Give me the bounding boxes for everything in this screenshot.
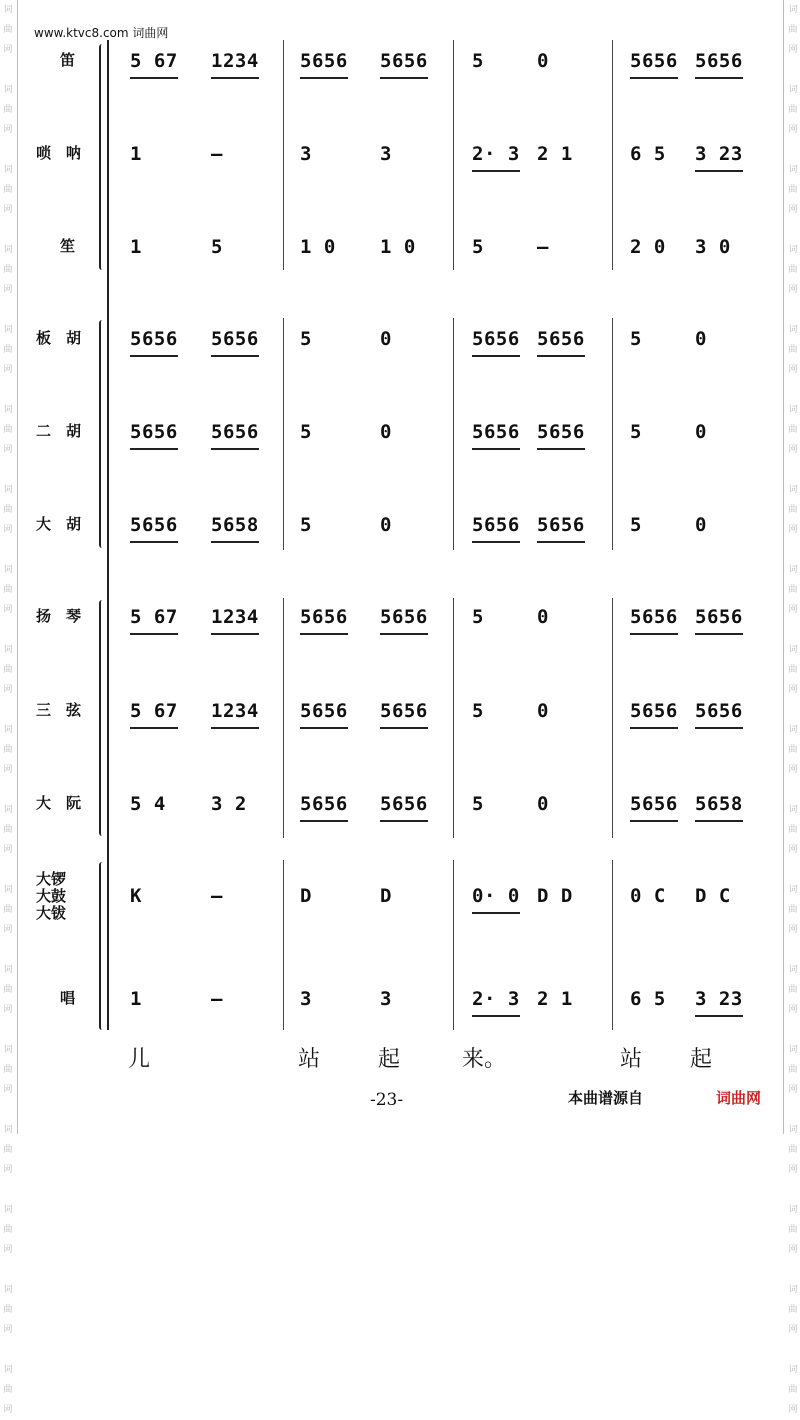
brand-link[interactable]: 词曲网 xyxy=(716,1089,762,1107)
note-group: 0 C xyxy=(630,885,666,907)
note-group: – xyxy=(211,988,223,1010)
note-group: 5658 xyxy=(211,514,259,536)
beam-underline xyxy=(380,633,428,635)
note-group: 1234 xyxy=(211,50,259,72)
note-group: 5656 xyxy=(300,50,348,72)
beam-underline xyxy=(300,727,348,729)
beam-underline xyxy=(695,1015,743,1017)
beam-underline xyxy=(300,633,348,635)
note-group: 0 xyxy=(695,514,707,536)
page-border-right xyxy=(783,0,784,1134)
beam-underline xyxy=(695,170,743,172)
note-group: 5656 xyxy=(130,328,178,350)
note-group: 1 xyxy=(130,143,142,165)
barline xyxy=(453,40,454,270)
barline xyxy=(283,40,284,270)
note-group: 1 xyxy=(130,236,142,258)
instrument-label: 笙 xyxy=(60,237,76,255)
note-group: 5656 xyxy=(380,793,428,815)
note-group: 2 1 xyxy=(537,988,573,1010)
note-group: 5656 xyxy=(537,514,585,536)
note-group: 5656 xyxy=(300,700,348,722)
note-group: 5656 xyxy=(630,793,678,815)
beam-underline xyxy=(472,355,520,357)
note-group: 5 67 xyxy=(130,606,178,628)
beam-underline xyxy=(130,448,178,450)
note-group: 6 5 xyxy=(630,143,666,165)
group-brace xyxy=(99,320,107,548)
group-brace xyxy=(99,600,107,836)
beam-underline xyxy=(472,448,520,450)
beam-underline xyxy=(300,820,348,822)
barline xyxy=(612,598,613,838)
beam-underline xyxy=(695,727,743,729)
instrument-label: 二 胡 xyxy=(36,422,82,440)
note-group: 5656 xyxy=(695,700,743,722)
note-group: 5 xyxy=(300,328,312,350)
note-group: 0 xyxy=(380,421,392,443)
note-group: D D xyxy=(537,885,573,907)
note-group: 3 23 xyxy=(695,143,743,165)
note-group: – xyxy=(537,236,549,258)
instrument-label: 唱 xyxy=(60,989,76,1007)
note-group: 1234 xyxy=(211,606,259,628)
note-group: 5656 xyxy=(380,50,428,72)
note-group: 5 xyxy=(630,328,642,350)
source-text: 本曲谱源自 xyxy=(568,1089,644,1107)
group-brace xyxy=(99,862,107,1030)
note-group: 0 xyxy=(537,700,549,722)
beam-underline xyxy=(130,727,178,729)
beam-underline xyxy=(380,77,428,79)
watermark-left: 词 曲 网 词 曲 网 词 曲 网 词 曲 网 词 曲 网 词 曲 网 词 曲 网 词 曲 网 词 曲 网 词 曲 网 词 曲 网 词 曲 网 词 曲 网 词 曲 网 词 曲 网 词 曲 网 词 曲 网 词 曲 网 xyxy=(3,5,13,1415)
note-group: K xyxy=(130,885,142,907)
instrument-label: 扬 琴 xyxy=(36,607,82,625)
beam-underline xyxy=(380,820,428,822)
barline xyxy=(283,860,284,1030)
note-group: 0 xyxy=(537,50,549,72)
barline xyxy=(453,860,454,1030)
note-group: 5656 xyxy=(472,421,520,443)
note-group: 5656 xyxy=(630,50,678,72)
beam-underline xyxy=(472,170,520,172)
note-group: 5656 xyxy=(695,50,743,72)
note-group: 3 0 xyxy=(695,236,731,258)
note-group: D xyxy=(380,885,392,907)
lyric: 儿 xyxy=(128,1047,151,1072)
barline xyxy=(612,318,613,550)
beam-underline xyxy=(537,541,585,543)
beam-underline xyxy=(130,541,178,543)
note-group: 5 xyxy=(300,421,312,443)
instrument-label: 三 弦 xyxy=(36,701,82,719)
note-group: 5 xyxy=(211,236,223,258)
note-group: 1 0 xyxy=(380,236,416,258)
note-group: 3 23 xyxy=(695,988,743,1010)
beam-underline xyxy=(630,77,678,79)
watermark-right: 词 曲 网 词 曲 网 词 曲 网 词 曲 网 词 曲 网 词 曲 网 词 曲 网 词 曲 网 词 曲 网 词 曲 网 词 曲 网 词 曲 网 词 曲 网 词 曲 网 词 曲 网 词 曲 网 词 曲 网 词 曲 网 xyxy=(788,5,798,1415)
beam-underline xyxy=(211,77,259,79)
beam-underline xyxy=(695,820,743,822)
lyric: 站 xyxy=(298,1047,321,1072)
note-group: – xyxy=(211,143,223,165)
note-group: 2 0 xyxy=(630,236,666,258)
note-group: 0· 0 xyxy=(472,885,520,907)
note-group: 3 xyxy=(300,988,312,1010)
note-group: 3 xyxy=(380,143,392,165)
note-group: 5 xyxy=(630,421,642,443)
note-group: 5656 xyxy=(472,328,520,350)
note-group: 5 xyxy=(300,514,312,536)
note-group: 0 xyxy=(537,793,549,815)
site-url[interactable]: www.ktvc8.com 词曲网 xyxy=(34,26,169,40)
note-group: 5656 xyxy=(630,606,678,628)
note-group: 5656 xyxy=(300,793,348,815)
barline xyxy=(612,40,613,270)
note-group: 5 xyxy=(472,50,484,72)
instrument-label: 板 胡 xyxy=(36,329,82,347)
note-group: 0 xyxy=(380,328,392,350)
note-group: 5656 xyxy=(537,421,585,443)
barline xyxy=(612,860,613,1030)
beam-underline xyxy=(472,1015,520,1017)
beam-underline xyxy=(472,912,520,914)
beam-underline xyxy=(630,820,678,822)
instrument-label: 大 阮 xyxy=(36,794,82,812)
beam-underline xyxy=(211,727,259,729)
note-group: 5 xyxy=(472,793,484,815)
note-group: 3 xyxy=(300,143,312,165)
instrument-label: 大锣 大鼓 大钹 xyxy=(36,870,67,922)
note-group: 1 xyxy=(130,988,142,1010)
beam-underline xyxy=(472,541,520,543)
beam-underline xyxy=(300,77,348,79)
note-group: 5 67 xyxy=(130,700,178,722)
note-group: 3 2 xyxy=(211,793,247,815)
note-group: 0 xyxy=(537,606,549,628)
beam-underline xyxy=(537,355,585,357)
note-group: 5 xyxy=(472,606,484,628)
note-group: 2· 3 xyxy=(472,988,520,1010)
note-group: 6 5 xyxy=(630,988,666,1010)
barline xyxy=(283,598,284,838)
instrument-label: 唢 呐 xyxy=(36,144,82,162)
beam-underline xyxy=(130,633,178,635)
page-border-left xyxy=(17,0,18,1134)
beam-underline xyxy=(211,633,259,635)
note-group: 5658 xyxy=(695,793,743,815)
beam-underline xyxy=(211,541,259,543)
note-group: 1 0 xyxy=(300,236,336,258)
note-group: 0 xyxy=(695,421,707,443)
note-group: 5656 xyxy=(130,514,178,536)
note-group: 0 xyxy=(380,514,392,536)
beam-underline xyxy=(130,77,178,79)
beam-underline xyxy=(695,77,743,79)
note-group: 0 xyxy=(695,328,707,350)
note-group: D xyxy=(300,885,312,907)
page-number: -23- xyxy=(370,1090,404,1110)
lyric: 起 xyxy=(690,1047,713,1072)
beam-underline xyxy=(380,727,428,729)
note-group: 5 xyxy=(472,700,484,722)
note-group: 5656 xyxy=(211,328,259,350)
group-brace xyxy=(99,44,107,270)
beam-underline xyxy=(130,355,178,357)
note-group: 5656 xyxy=(472,514,520,536)
beam-underline xyxy=(537,448,585,450)
beam-underline xyxy=(695,633,743,635)
note-group: 5656 xyxy=(211,421,259,443)
note-group: 5656 xyxy=(537,328,585,350)
beam-underline xyxy=(630,633,678,635)
note-group: 5 4 xyxy=(130,793,166,815)
note-group: 5656 xyxy=(380,606,428,628)
note-group: 5656 xyxy=(380,700,428,722)
note-group: 5656 xyxy=(695,606,743,628)
note-group: D C xyxy=(695,885,731,907)
note-group: 3 xyxy=(380,988,392,1010)
note-group: 5 67 xyxy=(130,50,178,72)
beam-underline xyxy=(211,448,259,450)
note-group: – xyxy=(211,885,223,907)
lyric: 起 xyxy=(378,1047,401,1072)
barline xyxy=(453,598,454,838)
beam-underline xyxy=(630,727,678,729)
note-group: 5 xyxy=(630,514,642,536)
note-group: 2 1 xyxy=(537,143,573,165)
beam-underline xyxy=(211,355,259,357)
note-group: 5 xyxy=(472,236,484,258)
note-group: 5656 xyxy=(300,606,348,628)
lyric: 来。 xyxy=(462,1047,507,1072)
note-group: 2· 3 xyxy=(472,143,520,165)
instrument-label: 大 胡 xyxy=(36,515,82,533)
lyric: 站 xyxy=(620,1047,643,1072)
note-group: 5656 xyxy=(630,700,678,722)
note-group: 5656 xyxy=(130,421,178,443)
note-group: 1234 xyxy=(211,700,259,722)
system-barline xyxy=(107,40,109,1030)
barline xyxy=(453,318,454,550)
instrument-label: 笛 xyxy=(60,51,76,69)
barline xyxy=(283,318,284,550)
